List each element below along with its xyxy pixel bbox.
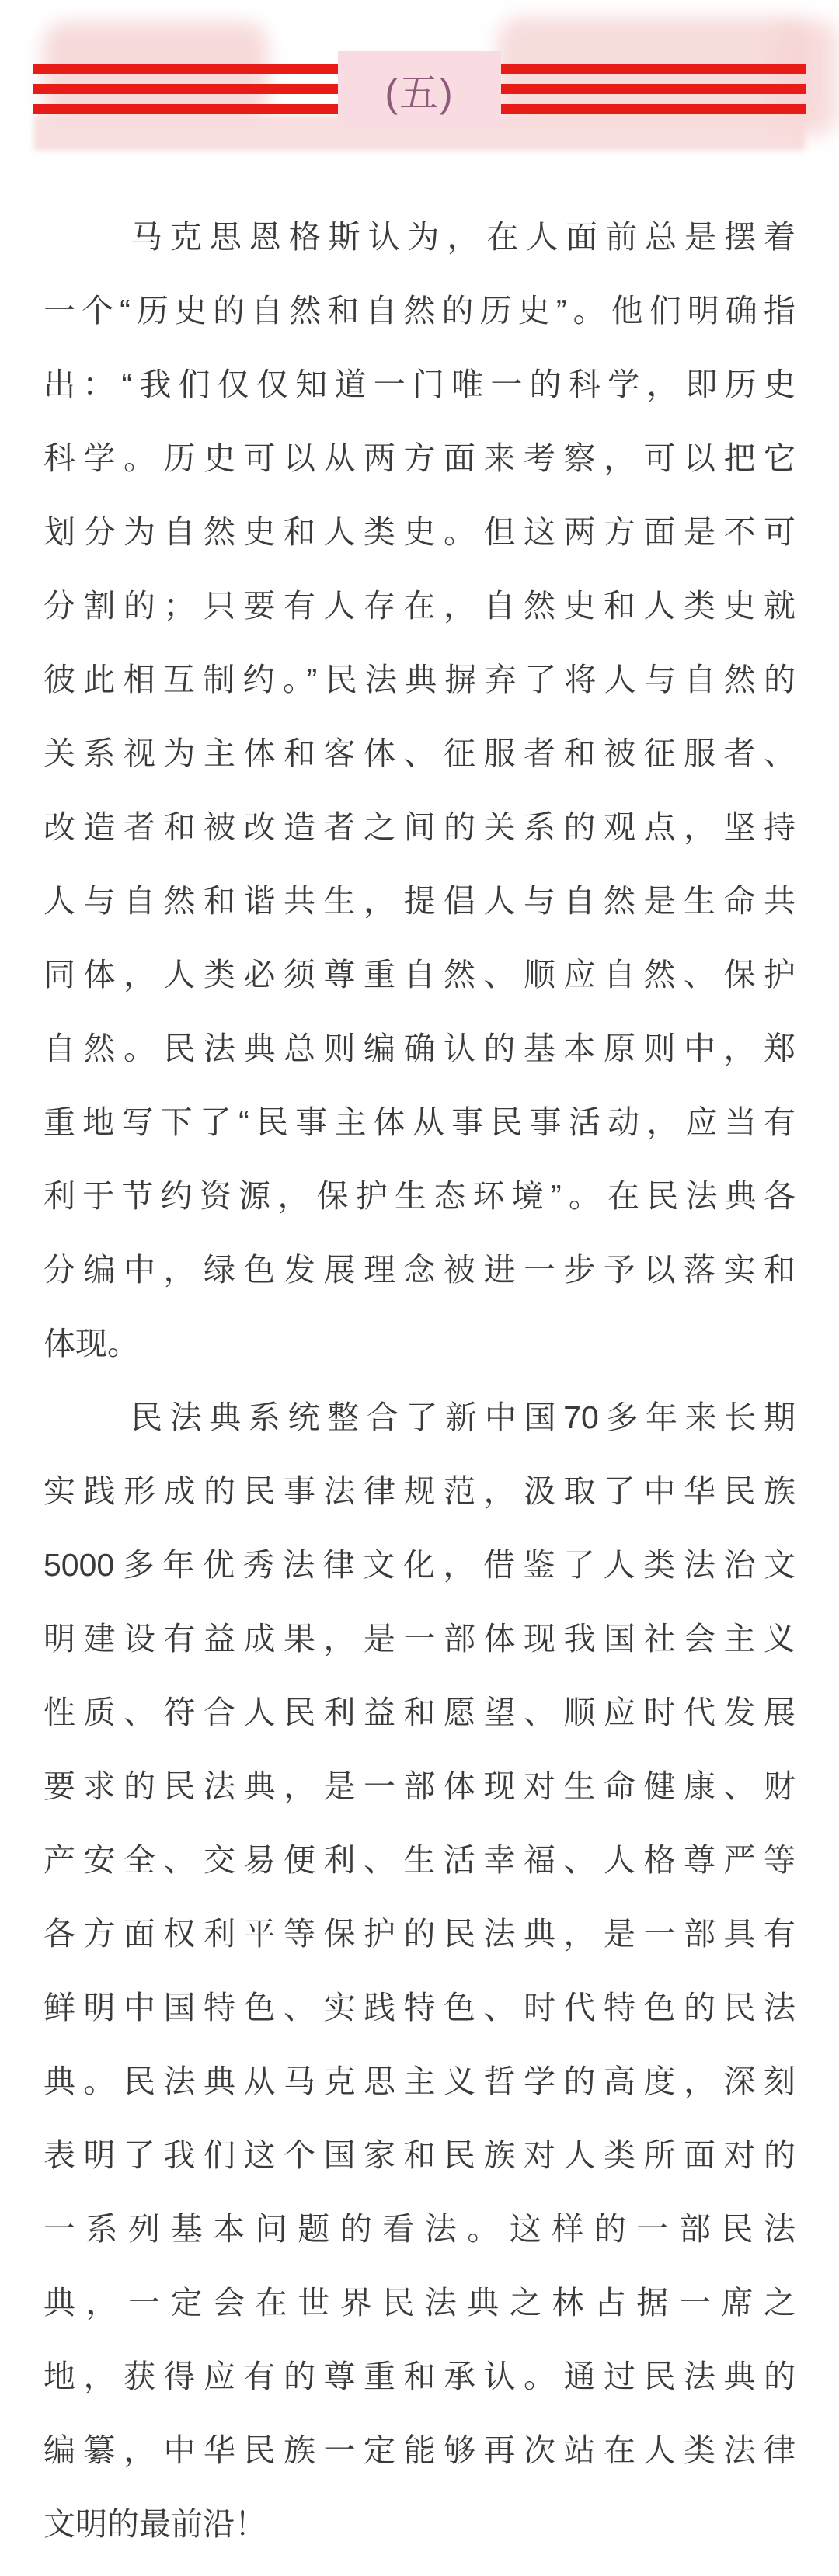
- article-line: 关系视为主体和客体、征服者和被征服者、: [44, 735, 795, 771]
- article-line: 人与自然和谐共生，提倡人与自然是生命共: [44, 883, 795, 919]
- red-stripes-right: [501, 64, 806, 114]
- article-line: 自然。民法典总则编确认的基本原则中，郑: [44, 1031, 795, 1066]
- article-line: 分编中，绿色发展理念被进一步予以落实和: [44, 1252, 795, 1288]
- article-line: 利于节约资源，保护生态环境”。在民法典各: [44, 1178, 795, 1214]
- article-line: 实践形成的民事法律规范，汲取了中华民族: [44, 1473, 795, 1509]
- stripe-bar: [501, 84, 806, 94]
- article-line: 体现。: [44, 1326, 139, 1361]
- article-line: 各方面权利平等保护的民法典，是一部具有: [44, 1916, 795, 1952]
- red-stripes-left: [33, 64, 338, 114]
- stripe-bar: [33, 64, 338, 74]
- article-line: 要求的民法典，是一部体现对生命健康、财: [44, 1768, 795, 1804]
- stripe-bar: [33, 104, 338, 114]
- article-line: 同体，人类必须尊重自然、顺应自然、保护: [44, 957, 795, 993]
- article-line: 科学。历史可以从两方面来考察，可以把它: [44, 440, 795, 476]
- article-line: 5000多年优秀法律文化，借鉴了人类法治文: [44, 1547, 795, 1583]
- article-body: [0, 200, 839, 2561]
- stripe-bar: [501, 104, 806, 114]
- paragraph-1: [0, 200, 839, 1381]
- article-line: 地，获得应有的尊重和承认。通过民法典的: [44, 2359, 795, 2394]
- stripe-bar: [33, 84, 338, 94]
- article-line: 典。民法典从马克思主义哲学的高度，深刻: [44, 2063, 795, 2099]
- article-line: 鲜明中国特色、实践特色、时代特色的民法: [44, 1990, 795, 2025]
- paragraph-2: [0, 1381, 839, 2561]
- article-line: 编纂，中华民族一定能够再次站在人类法律: [44, 2432, 795, 2468]
- article-line: 出：“我们仅仅知道一门唯一的科学，即历史: [44, 367, 795, 402]
- section-number-badge: [338, 51, 501, 128]
- article-line: 马克思恩格斯认为，在人面前总是摆着: [131, 219, 795, 255]
- article-line: 明建设有益成果，是一部体现我国社会主义: [44, 1621, 795, 1656]
- header-decoration: [0, 0, 839, 200]
- section-number-label: (五): [385, 71, 454, 115]
- article-line: 重地写下了“民事主体从事民事活动，应当有: [44, 1104, 795, 1140]
- article-line: 彼此相互制约。”民法典摒弃了将人与自然的: [44, 662, 795, 697]
- article-line: 分割的；只要有人存在，自然史和人类史就: [44, 588, 795, 624]
- article-line: 民法典系统整合了新中国70多年来长期: [131, 1399, 795, 1435]
- article-line: 文明的最前沿！: [44, 2506, 266, 2542]
- article-line: 一系列基本问题的看法。这样的一部民法: [44, 2211, 795, 2247]
- article-line: 典，一定会在世界民法典之林占据一席之: [44, 2285, 795, 2320]
- article-line: 划分为自然史和人类史。但这两方面是不可: [44, 514, 795, 550]
- article-line: 性质、符合人民利益和愿望、顺应时代发展: [44, 1695, 795, 1730]
- article-line: 产安全、交易便利、生活幸福、人格尊严等: [44, 1842, 795, 1878]
- article-line: 表明了我们这个国家和民族对人类所面对的: [44, 2137, 795, 2173]
- stripe-bar: [501, 64, 806, 74]
- article-line: 一个“历史的自然和自然的历史”。他们明确指: [44, 293, 795, 329]
- article-line: 改造者和被改造者之间的关系的观点，坚持: [44, 809, 795, 845]
